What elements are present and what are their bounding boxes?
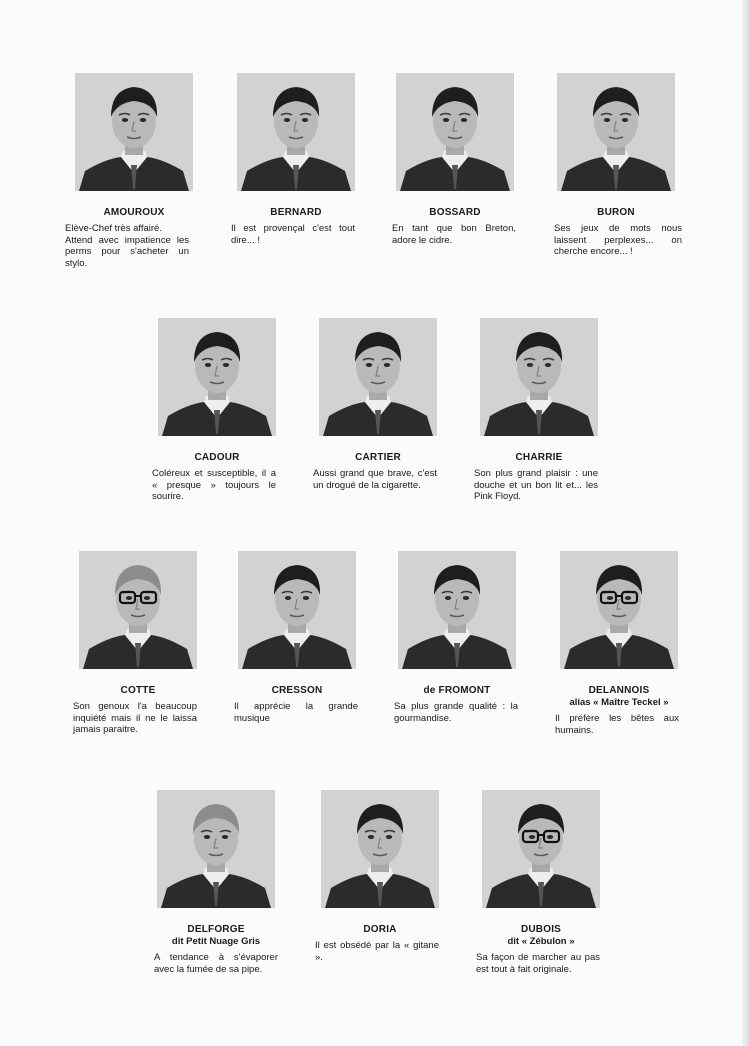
cadet-name: CARTIER — [355, 452, 401, 463]
cadet-name: DUBOIS — [520, 924, 562, 935]
cadet-photo — [157, 790, 275, 908]
cadet-name: DORIA — [363, 924, 397, 935]
cadet-name: CRESSON — [271, 685, 323, 696]
cadet-photo — [396, 73, 514, 191]
cadet-caption: Il est provençal c'est tout dire... ! — [231, 223, 355, 246]
portrait-illustration — [321, 790, 439, 908]
cadet-name: BERNARD — [270, 207, 322, 218]
cadet-photo — [321, 790, 439, 908]
cadet-name: BOSSARD — [429, 207, 481, 218]
cadet-name: DELANNOIS — [588, 685, 650, 696]
cadet-caption: Elève-Chef très affairé. Attend avec impatience les perms pour s'acheter un stylo. — [65, 223, 189, 269]
page-edge — [742, 0, 750, 1046]
cadet-name: CHARRIE — [515, 452, 563, 463]
cadet-alias: alias « Maître Teckel » — [569, 697, 669, 708]
cadet-name: CADOUR — [194, 452, 240, 463]
cadet-name: AMOUROUX — [103, 207, 165, 218]
cadet-name: DELFORGE — [187, 924, 245, 935]
cadet-name: BURON — [597, 207, 635, 218]
cadet-photo — [398, 551, 516, 669]
cadet-photo — [319, 318, 437, 436]
cadet-name: de FROMONT — [423, 685, 491, 696]
portrait-illustration — [158, 318, 276, 436]
portrait-illustration — [557, 73, 675, 191]
cadet-caption: Aussi grand que brave, c'est un drogué de la cigarette. — [313, 468, 437, 491]
portrait-illustration — [79, 551, 197, 669]
cadet-alias: dit « Zébulon » — [507, 936, 575, 947]
portrait-illustration — [480, 318, 598, 436]
cadet-photo — [237, 73, 355, 191]
cadet-alias: dit Petit Nuage Gris — [171, 936, 261, 947]
cadet-caption: Il préfère les bêtes aux humains. — [555, 713, 679, 736]
cadet-caption: Ses jeux de mots nous laissent perplexes... on cherche encore... ! — [554, 223, 682, 257]
cadet-caption: Sa façon de marcher au pas est tout à fait originale. — [476, 952, 600, 975]
cadet-photo — [158, 318, 276, 436]
cadet-photo — [79, 551, 197, 669]
cadet-caption: Il est obsédé par la « gitane ». — [315, 940, 439, 963]
cadet-photo — [482, 790, 600, 908]
cadet-photo — [75, 73, 193, 191]
cadet-photo — [560, 551, 678, 669]
cadet-name: COTTE — [120, 685, 156, 696]
cadet-caption: Son genoux l'a beaucoup inquiété mais il ne le laissa jamais paraitre. — [73, 701, 197, 735]
portrait-illustration — [482, 790, 600, 908]
cadet-caption: En tant que bon Breton, adore le cidre. — [392, 223, 516, 246]
portrait-illustration — [237, 73, 355, 191]
portrait-illustration — [157, 790, 275, 908]
portrait-illustration — [75, 73, 193, 191]
cadet-photo — [238, 551, 356, 669]
portrait-illustration — [560, 551, 678, 669]
cadet-caption: A tendance à s'évaporer avec la fumée de sa pipe. — [154, 952, 278, 975]
portrait-illustration — [319, 318, 437, 436]
cadet-caption: Son plus grand plaisir : une douche et un bon lit et... les Pink Floyd. — [474, 468, 598, 502]
portrait-illustration — [396, 73, 514, 191]
cadet-caption: Il apprécie la grande musique — [234, 701, 358, 724]
cadet-caption: Sa plus grande qualité : la gourmandise. — [394, 701, 518, 724]
cadet-caption: Coléreux et susceptible, il a « presque » toujours le sourire. — [152, 468, 276, 502]
cadet-photo — [480, 318, 598, 436]
portrait-illustration — [398, 551, 516, 669]
cadet-photo — [557, 73, 675, 191]
portrait-illustration — [238, 551, 356, 669]
